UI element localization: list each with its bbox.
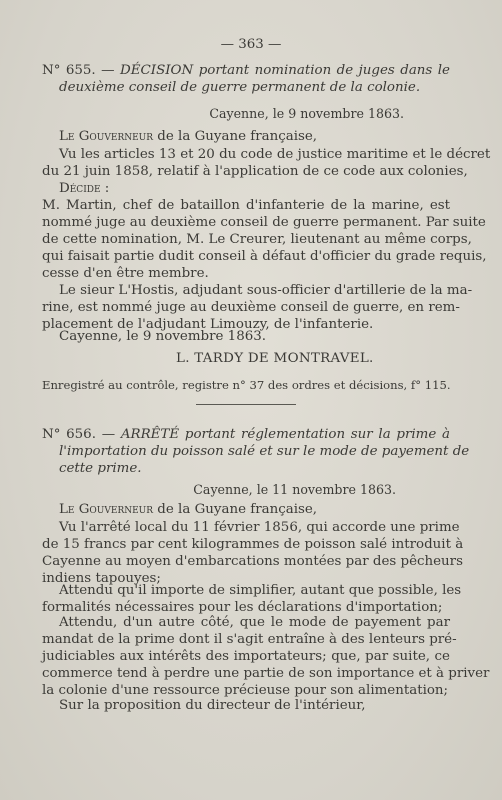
arrete-line-12: Sur la proposition du directeur de l'intérieur,	[59, 698, 366, 713]
decision-heading-line-2: deuxième conseil de guerre permanent de la colonie.	[59, 80, 421, 95]
arrete-date: Cayenne, le 11 novembre 1863.	[193, 482, 396, 497]
arrete-line-3: Cayenne au moyen d'embarcations montées par des pêcheurs	[42, 554, 463, 569]
decision-signature: L. TARDY DE MONTRAVEL.	[176, 351, 374, 366]
decision-title: DÉCISION	[120, 63, 194, 78]
decision-p1-line-5: cesse d'en être membre.	[42, 266, 209, 281]
arrete-line-11: la colonie d'une ressource précieuse pour son alimentation;	[42, 683, 449, 698]
arrete-line-9: judiciables aux intérêts des importateurs; que, par suite, ce	[42, 649, 450, 664]
arrete-line-8: mandat de la prime dont il s'agit entraîne à des lenteurs pré-	[42, 632, 457, 647]
arrete-number: N° 656.	[42, 427, 96, 442]
decision-number: N° 655.	[42, 63, 96, 78]
arrete-line-7: Attendu, d'un autre côté, que le mode de payement par	[59, 615, 450, 630]
decision-date: Cayenne, le 9 novembre 1863.	[209, 106, 404, 121]
arrete-line-2: de 15 francs par cent kilogrammes de poisson salé introduit à	[42, 537, 464, 552]
arrete-heading-line-1: N° 656. — ARRÊTÉ portant réglementation sur la prime à	[42, 427, 450, 442]
decision-p2-line-1: Le sieur L'Hostis, adjudant sous-officier d'artillerie de la ma-	[59, 283, 473, 298]
decision-p1-line-4: qui faisait partie dudit conseil à défaut d'officier du grade requis,	[42, 249, 487, 264]
arrete-line-5: Attendu qu'il importe de simplifier, autant que possible, les	[59, 583, 462, 598]
arrete-title: ARRÊTÉ	[120, 427, 180, 442]
arrete-heading-line-2: l'importation du poisson salé et sur le mode de payement de	[59, 444, 470, 459]
arrete-heading-line-3: cette prime.	[59, 461, 142, 476]
page-number: — 363 —	[220, 37, 282, 52]
section-divider	[196, 404, 296, 405]
decision-heading-line-1: N° 655. — DÉCISION portant nomination de juges dans le	[42, 63, 450, 78]
arrete-governor-line: Le Gouverneur de la Guyane française,	[59, 502, 318, 517]
decision-p1-line-2: nommé juge au deuxième conseil de guerre permanent. Par suite	[42, 215, 486, 230]
decision-closing: Cayenne, le 9 novembre 1863.	[59, 329, 267, 344]
decision-decide: Décide :	[59, 181, 110, 196]
decision-p2-line-2: rine, est nommé juge au deuxième conseil de guerre, en rem-	[42, 300, 460, 315]
arrete-line-10: commerce tend à perdre une partie de son importance et à priver	[42, 666, 490, 681]
decision-p1-line-3: de cette nomination, M. Le Creurer, lieutenant au même corps,	[42, 232, 472, 247]
arrete-line-6: formalités nécessaires pour les déclarations d'importation;	[42, 600, 443, 615]
decision-vu-line-1: Vu les articles 13 et 20 du code de justice maritime et le décret	[59, 147, 491, 162]
decision-vu-line-2: du 21 juin 1858, relatif à l'application de ce code aux colonies,	[42, 164, 468, 179]
decision-governor-line: Le Gouverneur de la Guyane française,	[59, 129, 318, 144]
decision-p1-line-1: M. Martin, chef de bataillon d'infanterie de la marine, est	[42, 198, 450, 213]
decision-p2-line-3: placement de l'adjudant Limouzy, de l'infanterie.	[42, 317, 374, 332]
decision-registration: Enregistré au contrôle, registre n° 37 des ordres et décisions, f° 115.	[42, 378, 451, 392]
arrete-line-4: indiens tapouyes;	[42, 571, 161, 586]
arrete-line-1: Vu l'arrêté local du 11 février 1856, qui accorde une prime	[59, 520, 460, 535]
